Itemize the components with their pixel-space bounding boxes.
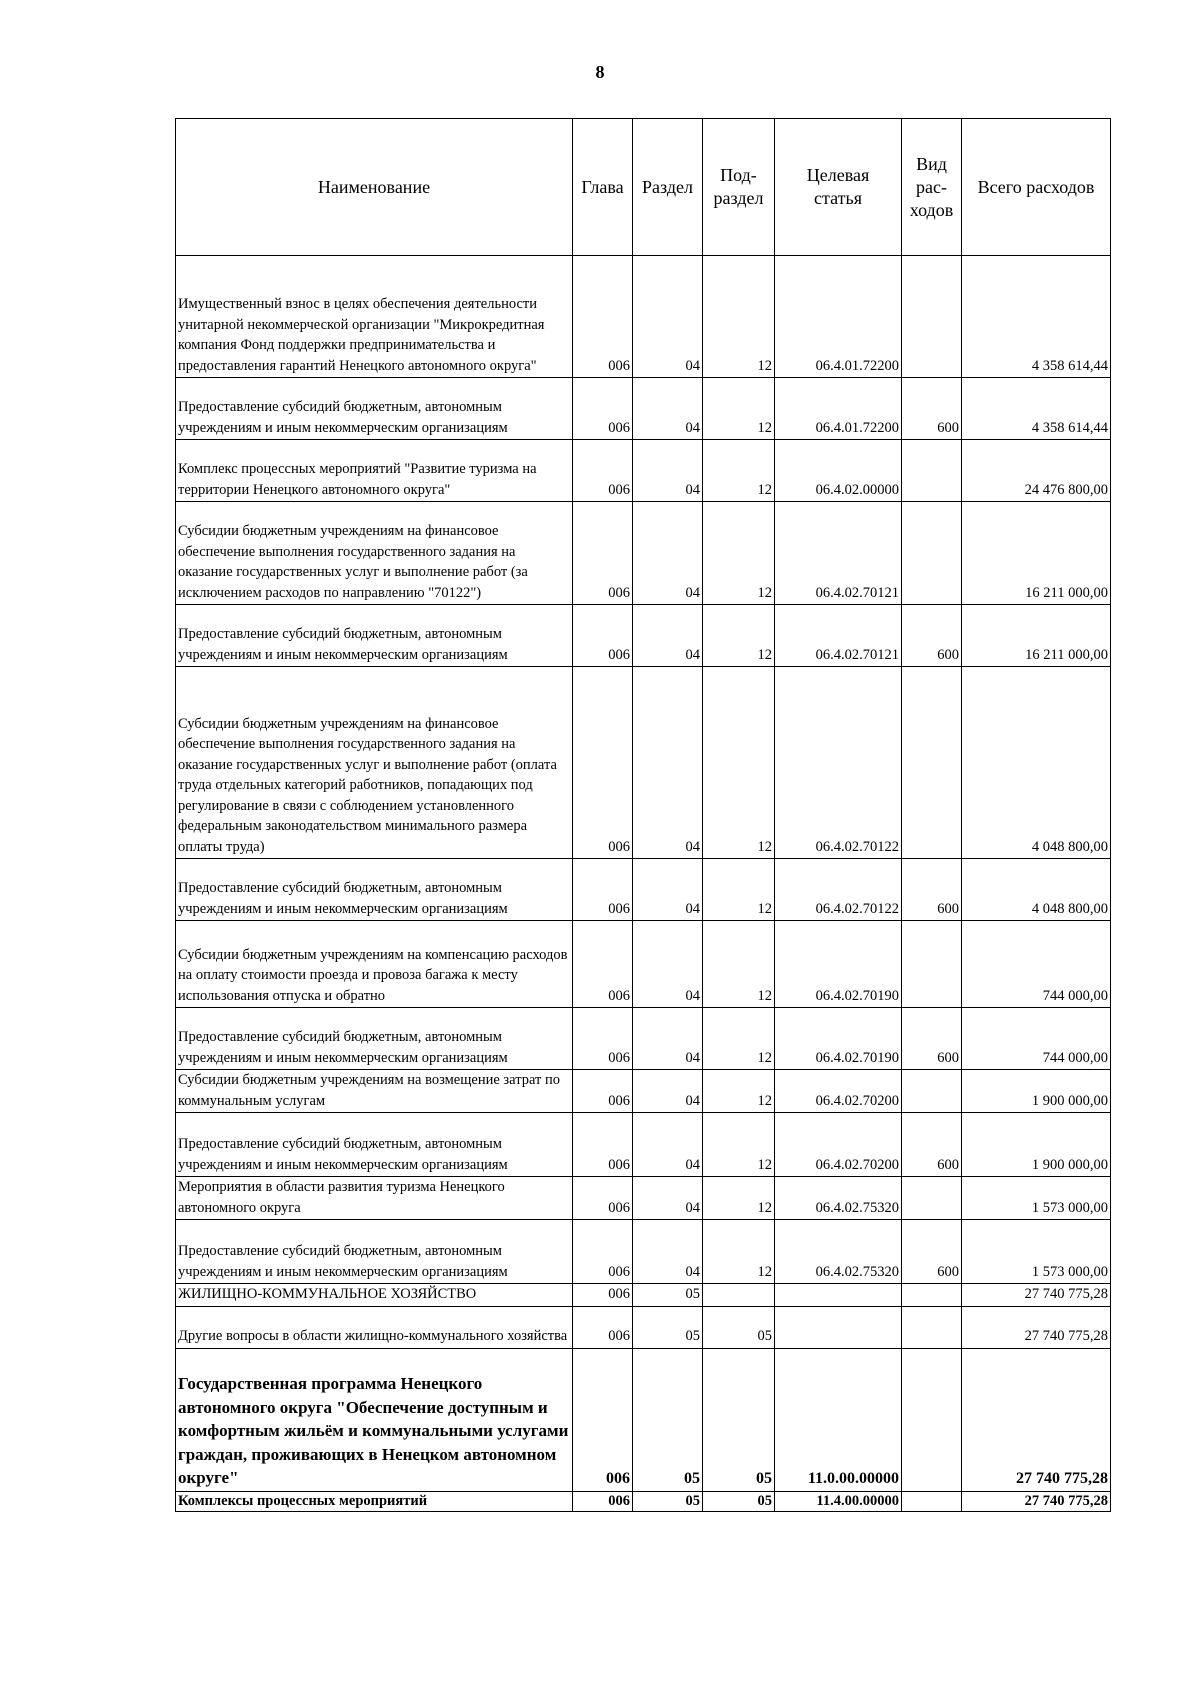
budget-table	[175, 118, 1111, 1512]
cell-total: 27 740 775,28	[962, 1491, 1111, 1511]
cell-kind	[902, 256, 962, 378]
cell-section: 04	[633, 1113, 703, 1177]
cell-total: 1 573 000,00	[962, 1220, 1111, 1284]
cell-target: 06.4.01.72200	[775, 256, 902, 378]
cell-subsection: 05	[703, 1491, 775, 1511]
cell-subsection: 12	[703, 667, 775, 859]
cell-kind: 600	[902, 378, 962, 440]
table-row	[176, 859, 1111, 921]
cell-subsection: 12	[703, 1070, 775, 1113]
cell-kind	[902, 1177, 962, 1220]
cell-kind: 600	[902, 859, 962, 921]
cell-subsection: 12	[703, 440, 775, 502]
header-section: Раздел	[633, 119, 703, 256]
cell-chapter: 006	[573, 1284, 633, 1307]
header-chapter: Глава	[573, 119, 633, 256]
cell-subsection: 05	[703, 1306, 775, 1348]
cell-name: Государственная программа Ненецкого автономного округа "Обеспечение доступным и комфортным жильём и коммунальными услугами граждан, проживающих в Ненецком автономном округе"	[176, 1348, 573, 1491]
cell-chapter: 006	[573, 605, 633, 667]
cell-target: 11.4.00.00000	[775, 1491, 902, 1511]
cell-total: 744 000,00	[962, 921, 1111, 1008]
cell-chapter: 006	[573, 378, 633, 440]
cell-total: 1 900 000,00	[962, 1070, 1111, 1113]
cell-name: Имущественный взнос в целях обеспечения деятельности унитарной некоммерческой организации "Микрокредитная компания Фонд поддержки предпринимательства и предоставления гарантий Ненецкого автономного округа"	[176, 256, 573, 378]
cell-target: 11.0.00.00000	[775, 1348, 902, 1491]
cell-kind	[902, 1284, 962, 1307]
header-subsection: Под- раздел	[703, 119, 775, 256]
cell-name: Предоставление субсидий бюджетным, автономным учреждениям и иным некоммерческим организациям	[176, 378, 573, 440]
cell-subsection: 12	[703, 859, 775, 921]
cell-chapter: 006	[573, 1113, 633, 1177]
cell-target: 06.4.02.70121	[775, 502, 902, 605]
cell-name: Субсидии бюджетным учреждениям на финансовое обеспечение выполнения государственного задания на оказание государственных услуг и выполнение работ (за исключением расходов по направлению "70122")	[176, 502, 573, 605]
cell-target: 06.4.02.70122	[775, 859, 902, 921]
cell-section: 04	[633, 667, 703, 859]
cell-target: 06.4.02.70122	[775, 667, 902, 859]
cell-total: 744 000,00	[962, 1008, 1111, 1070]
cell-target: 06.4.02.75320	[775, 1220, 902, 1284]
cell-section: 04	[633, 1177, 703, 1220]
table-row	[176, 378, 1111, 440]
cell-total: 1 573 000,00	[962, 1177, 1111, 1220]
table-row	[176, 921, 1111, 1008]
cell-chapter: 006	[573, 1220, 633, 1284]
table-header-row	[176, 119, 1111, 256]
cell-total: 16 211 000,00	[962, 605, 1111, 667]
cell-chapter: 006	[573, 1070, 633, 1113]
table-row	[176, 256, 1111, 378]
table-row	[176, 1070, 1111, 1113]
cell-name: Предоставление субсидий бюджетным, автономным учреждениям и иным некоммерческим организациям	[176, 1008, 573, 1070]
header-target: Целевая статья	[775, 119, 902, 256]
cell-kind	[902, 1348, 962, 1491]
cell-section: 04	[633, 921, 703, 1008]
cell-section: 04	[633, 256, 703, 378]
cell-target: 06.4.02.70200	[775, 1070, 902, 1113]
cell-total: 24 476 800,00	[962, 440, 1111, 502]
cell-subsection: 12	[703, 256, 775, 378]
cell-kind	[902, 1306, 962, 1348]
cell-chapter: 006	[573, 1008, 633, 1070]
cell-section: 04	[633, 1008, 703, 1070]
cell-section: 05	[633, 1491, 703, 1511]
cell-name: Мероприятия в области развития туризма Ненецкого автономного округа	[176, 1177, 573, 1220]
cell-name: Предоставление субсидий бюджетным, автономным учреждениям и иным некоммерческим организациям	[176, 1113, 573, 1177]
header-kind: Вид рас- ходов	[902, 119, 962, 256]
cell-target: 06.4.02.70190	[775, 921, 902, 1008]
table-row	[176, 1306, 1111, 1348]
cell-kind	[902, 440, 962, 502]
cell-target: 06.4.02.70200	[775, 1113, 902, 1177]
cell-section: 04	[633, 1070, 703, 1113]
cell-name: Предоставление субсидий бюджетным, автономным учреждениям и иным некоммерческим организациям	[176, 1220, 573, 1284]
cell-chapter: 006	[573, 1491, 633, 1511]
table-row	[176, 1177, 1111, 1220]
cell-subsection: 12	[703, 502, 775, 605]
cell-name: Субсидии бюджетным учреждениям на финансовое обеспечение выполнения государственного задания на оказание государственных услуг и выполнение работ (оплата труда отдельных категорий работников, попадающих под регулирование в связи с соблюдением установленного федеральным законодательством минимального размера оплаты труда)	[176, 667, 573, 859]
cell-total: 16 211 000,00	[962, 502, 1111, 605]
cell-target	[775, 1306, 902, 1348]
table-row	[176, 1113, 1111, 1177]
cell-kind	[902, 667, 962, 859]
table-row	[176, 1284, 1111, 1307]
cell-subsection: 12	[703, 605, 775, 667]
cell-section: 05	[633, 1348, 703, 1491]
cell-section: 04	[633, 440, 703, 502]
cell-target: 06.4.01.72200	[775, 378, 902, 440]
table-row	[176, 1348, 1111, 1491]
table-row	[176, 1491, 1111, 1511]
cell-subsection: 12	[703, 378, 775, 440]
cell-section: 05	[633, 1306, 703, 1348]
cell-subsection: 12	[703, 921, 775, 1008]
table-body	[176, 256, 1111, 1512]
cell-kind: 600	[902, 1220, 962, 1284]
cell-chapter: 006	[573, 921, 633, 1008]
cell-name: Предоставление субсидий бюджетным, автономным учреждениям и иным некоммерческим организациям	[176, 859, 573, 921]
cell-kind: 600	[902, 1113, 962, 1177]
cell-section: 04	[633, 502, 703, 605]
cell-kind: 600	[902, 605, 962, 667]
cell-section: 04	[633, 859, 703, 921]
cell-subsection	[703, 1284, 775, 1307]
cell-subsection: 05	[703, 1348, 775, 1491]
cell-kind	[902, 1070, 962, 1113]
cell-kind: 600	[902, 1008, 962, 1070]
cell-total: 27 740 775,28	[962, 1348, 1111, 1491]
table-row	[176, 1008, 1111, 1070]
cell-name: Другие вопросы в области жилищно-коммунального хозяйства	[176, 1306, 573, 1348]
cell-total: 27 740 775,28	[962, 1284, 1111, 1307]
cell-chapter: 006	[573, 1177, 633, 1220]
cell-name: Предоставление субсидий бюджетным, автономным учреждениям и иным некоммерческим организациям	[176, 605, 573, 667]
page-number: 8	[595, 62, 605, 82]
cell-target: 06.4.02.70190	[775, 1008, 902, 1070]
cell-total: 27 740 775,28	[962, 1306, 1111, 1348]
table-row	[176, 667, 1111, 859]
cell-name: Субсидии бюджетным учреждениям на возмещение затрат по коммунальным услугам	[176, 1070, 573, 1113]
cell-kind	[902, 502, 962, 605]
cell-subsection: 12	[703, 1220, 775, 1284]
cell-kind	[902, 921, 962, 1008]
cell-target	[775, 1284, 902, 1307]
cell-section: 04	[633, 605, 703, 667]
cell-chapter: 006	[573, 1306, 633, 1348]
cell-chapter: 006	[573, 440, 633, 502]
cell-section: 05	[633, 1284, 703, 1307]
cell-chapter: 006	[573, 859, 633, 921]
cell-name: Комплекс процессных мероприятий "Развитие туризма на территории Ненецкого автономного округа"	[176, 440, 573, 502]
cell-subsection: 12	[703, 1008, 775, 1070]
table-row	[176, 502, 1111, 605]
cell-total: 4 048 800,00	[962, 859, 1111, 921]
cell-chapter: 006	[573, 1348, 633, 1491]
header-name: Наименование	[176, 119, 573, 256]
cell-name: ЖИЛИЩНО-КОММУНАЛЬНОЕ ХОЗЯЙСТВО	[176, 1284, 573, 1307]
cell-chapter: 006	[573, 256, 633, 378]
table-row	[176, 440, 1111, 502]
cell-name: Субсидии бюджетным учреждениям на компенсацию расходов на оплату стоимости проезда и провоза багажа к месту использования отпуска и обратно	[176, 921, 573, 1008]
cell-target: 06.4.02.70121	[775, 605, 902, 667]
cell-kind	[902, 1491, 962, 1511]
cell-total: 1 900 000,00	[962, 1113, 1111, 1177]
cell-section: 04	[633, 1220, 703, 1284]
cell-total: 4 358 614,44	[962, 378, 1111, 440]
cell-subsection: 12	[703, 1177, 775, 1220]
header-total: Всего расходов	[962, 119, 1111, 256]
table-row	[176, 1220, 1111, 1284]
cell-target: 06.4.02.00000	[775, 440, 902, 502]
cell-section: 04	[633, 378, 703, 440]
cell-target: 06.4.02.75320	[775, 1177, 902, 1220]
cell-chapter: 006	[573, 667, 633, 859]
cell-chapter: 006	[573, 502, 633, 605]
table-row	[176, 605, 1111, 667]
cell-name: Комплексы процессных мероприятий	[176, 1491, 573, 1511]
cell-subsection: 12	[703, 1113, 775, 1177]
cell-total: 4 048 800,00	[962, 667, 1111, 859]
cell-total: 4 358 614,44	[962, 256, 1111, 378]
